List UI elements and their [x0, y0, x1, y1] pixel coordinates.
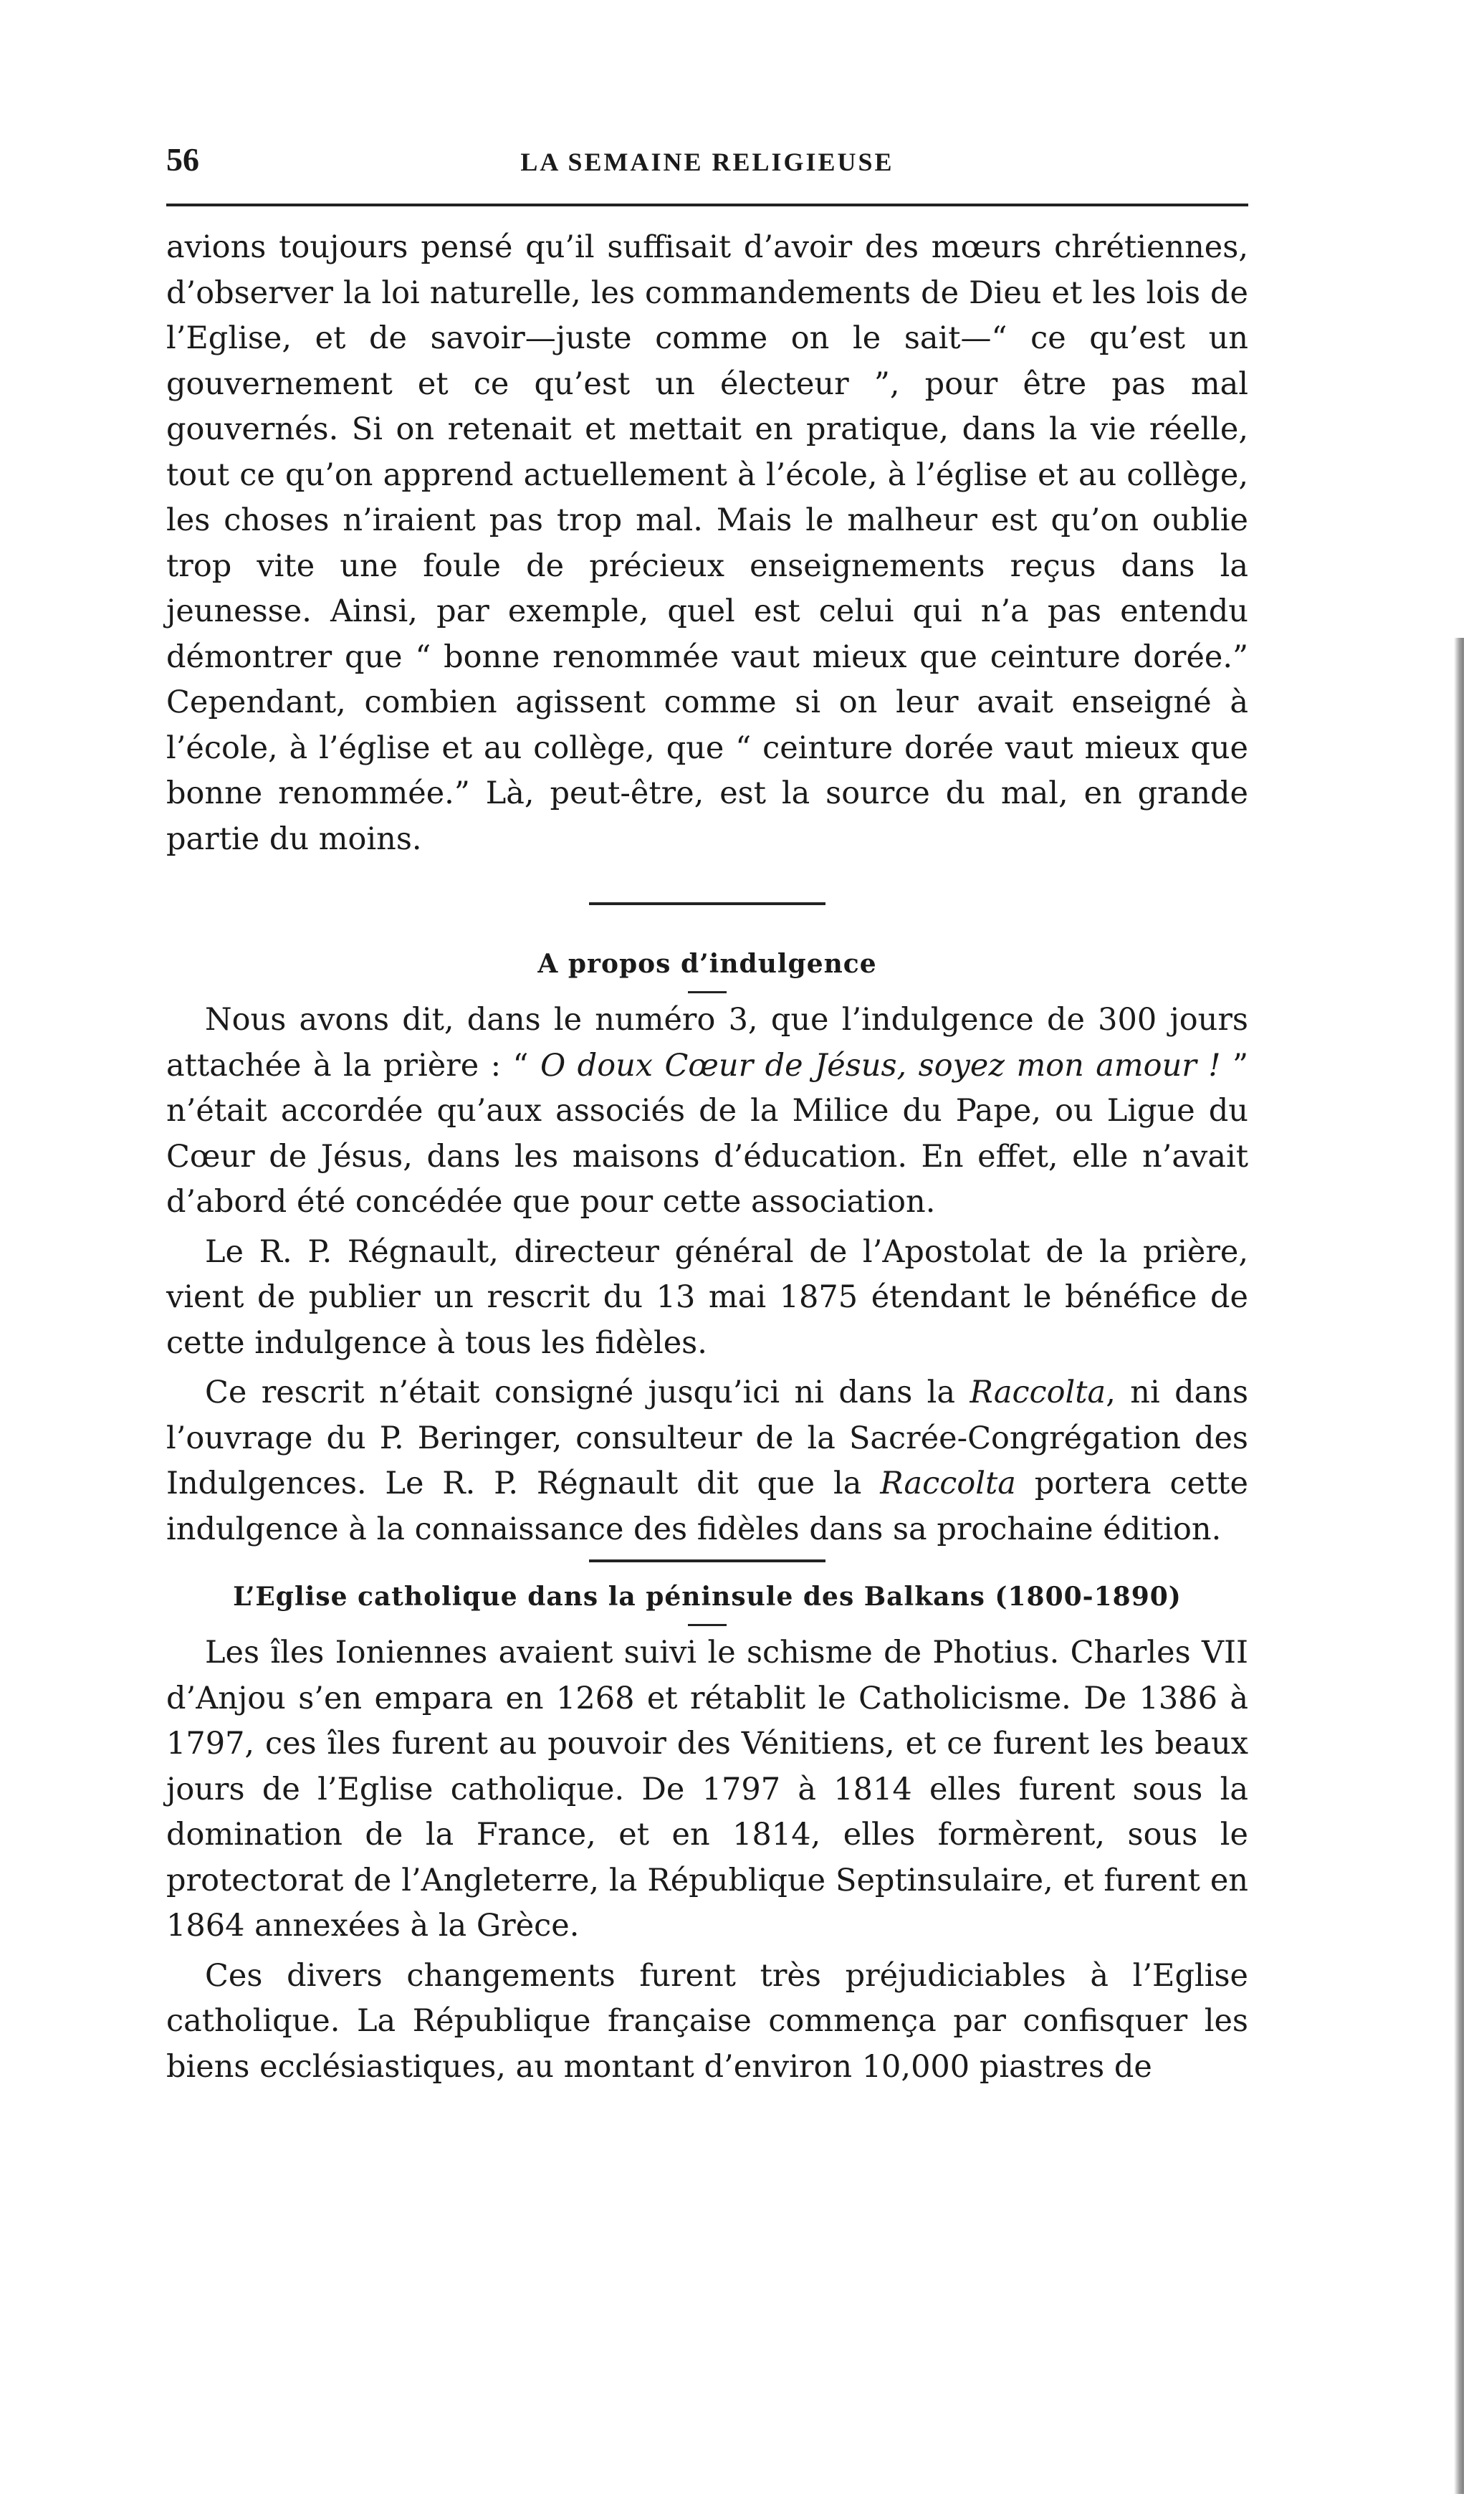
balkans-paragraph-2: Ces divers changements furent très préjudiciables à l’Eglise catholique. La République française commença par confisquer les biens ecclésiastiques, au montant d’environ 10,000 piastres de	[166, 1957, 1248, 2085]
raccolta-title: Raccolta	[970, 1375, 1106, 1410]
section-title-indulgence: A propos d’indulgence	[537, 949, 877, 979]
header-title: LA SEMAINE RELIGIEUSE	[520, 148, 894, 176]
balkans-paragraph-1: Les îles Ioniennes avaient suivi le schisme de Photius. Charles VII d’Anjou s’en empara en 1268 et rétablit le Catholicisme. De 1386 à 1797, ces îles furent au pouvoir des Vénitiens, et ce furent les beaux jours de l’Eglise catholique. De 1797 à 1814 elles furent sous la domination de la France, et en 1814, elles formèrent, sous le protectorat de l’Angleterre, la République Septinsulaire, et furent en 1864 annexées à la Grèce.	[166, 1635, 1248, 1944]
scan-edge-shadow	[1454, 638, 1464, 2494]
text-run: portera cette indulgence à la connaissance des fidèles dans sa prochaine édition.	[166, 1466, 1249, 1547]
section-title-balkans: L’Eglise catholique dans la péninsule des Balkans (1800-1890)	[233, 1582, 1182, 1612]
section-divider	[589, 1559, 825, 1562]
indulgence-paragraph-2: Le R. P. Régnault, directeur général de l’Apostolat de la prière, vient de publier un rescrit du 13 mai 1875 étendant le bénéfice de cette indulgence à tous les fidèles.	[166, 1233, 1248, 1361]
raccolta-title: Raccolta	[880, 1466, 1016, 1501]
title-dash	[688, 991, 727, 993]
header-rule	[166, 204, 1248, 206]
indulgence-paragraph-1	[166, 998, 1248, 1225]
page-number: 56	[166, 141, 199, 178]
intro-paragraph: avions toujours pensé qu’il suffisait d’avoir des mœurs chrétiennes, d’observer la loi naturelle, les commandements de Dieu et les lois de l’Eglise, et de savoir—juste comme on le sait—“ ce qu’est un gouvernement et ce qu’est un électeur ”, pour être pas mal gouvernés. Si on retenait et mettait en pratique, dans la vie réelle, tout ce qu’on apprend actuellement à l’école, à l’église et au collège, les choses n’iraient pas trop mal. Mais le malheur est qu’on oublie trop vite une foule de précieux enseignements reçus dans la jeunesse. Ainsi, par exemple, quel est celui qui n’a pas entendu démontrer que “ bonne renommée vaut mieux que ceinture dorée.” Cependant, combien agissent comme si on leur avait enseigné à l’école, à l’église et au collège, que “ ceinture dorée vaut mieux que bonne renommée.” Là, peut-être, est la source du mal, en grande partie du moins.	[166, 229, 1248, 857]
text-run: ” n’était accordée qu’aux associés de la Milice du Pape, ou Ligue du Cœur de Jésus, dans les maisons d’éducation. En effet, elle n’avait d’abord été concédée que pour cette association.	[166, 1047, 1248, 1220]
section-divider	[589, 902, 825, 905]
prayer-quote: O doux Cœur de Jésus, soyez mon amour !	[540, 1047, 1221, 1084]
indulgence-paragraph-3	[166, 1370, 1248, 1552]
title-dash	[688, 1624, 727, 1626]
book-page	[166, 143, 1248, 2090]
text-run: Nous avons dit, dans le numéro 3, que l’indulgence de 300 jours attachée à la prière : “	[166, 1002, 1248, 1084]
running-header	[166, 143, 1248, 189]
text-run: , ni dans l’ouvrage du P. Beringer, consulteur de la Sacrée-Congrégation des Indulgences. Le R. P. Régnault dit que la	[166, 1375, 1249, 1501]
text-run: Ce rescrit n’était consigné jusqu’ici ni dans la	[205, 1375, 970, 1410]
